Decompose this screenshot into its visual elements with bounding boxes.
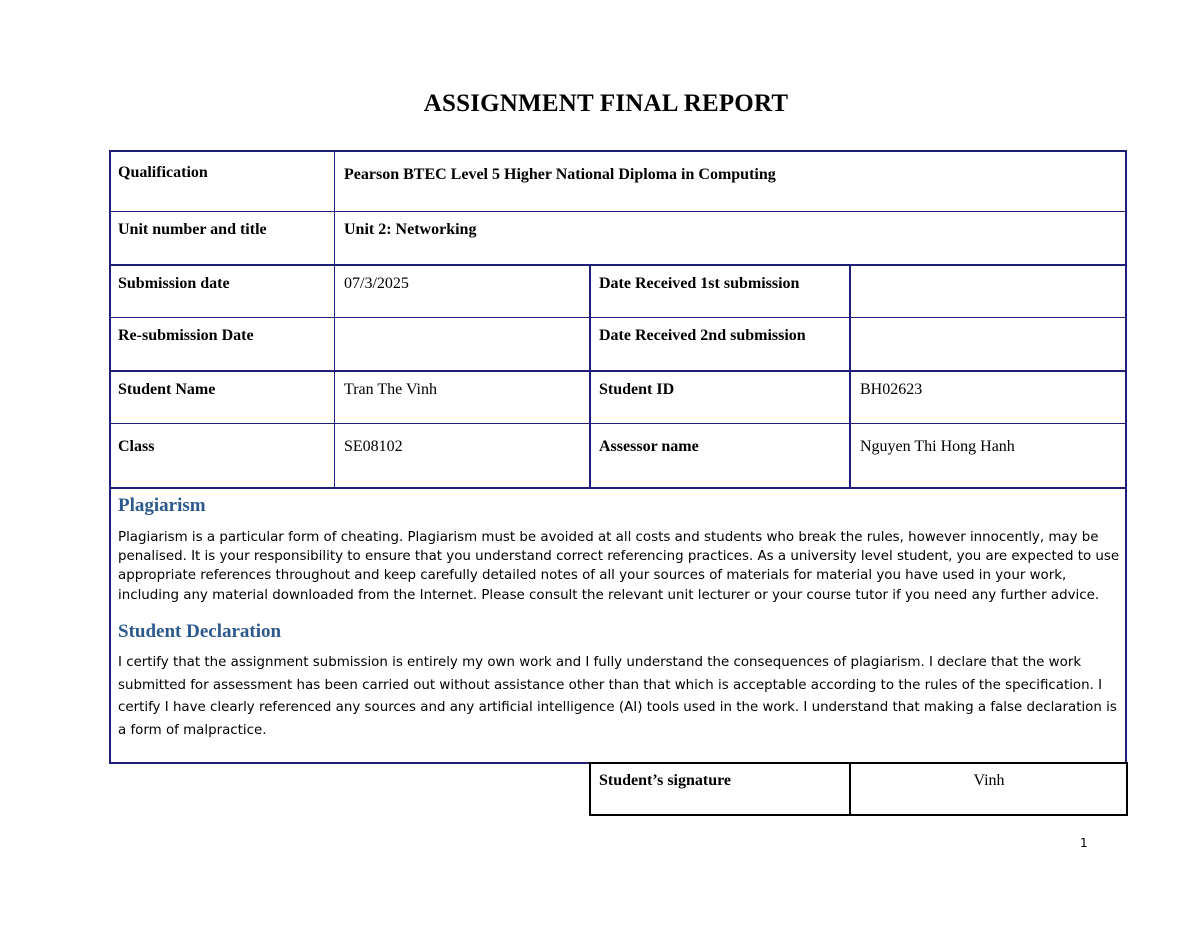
- submission-date-value: 07/3/2025: [344, 275, 409, 292]
- row-divider: [109, 370, 1127, 372]
- row-divider: [109, 317, 1127, 318]
- row-divider: [109, 487, 1127, 489]
- page-number: 1: [1080, 836, 1088, 850]
- class-value: SE08102: [344, 438, 403, 455]
- student-name-label: Student Name: [118, 381, 216, 398]
- declaration-line: a form of malpractice.: [118, 722, 267, 738]
- plagiarism-line: Plagiarism is a particular form of cheating. Plagiarism must be avoided at all costs and students who break the rules, however innocently, may be: [118, 530, 1099, 545]
- row-divider: [109, 423, 1127, 424]
- unit-label: Unit number and title: [118, 221, 267, 238]
- declaration-line: certify I have clearly referenced any sources and any artificial intelligence (AI) tools used in the work. I understand that making a false declaration is: [118, 700, 1117, 715]
- student-id-label: Student ID: [599, 381, 675, 398]
- student-name-value: Tran The Vinh: [344, 381, 437, 398]
- signature-label: Student’s signature: [599, 772, 732, 789]
- plagiarism-heading: Plagiarism: [118, 495, 206, 516]
- row-divider: [109, 264, 1127, 266]
- column-divider: [334, 150, 335, 488]
- assessor-value: Nguyen Thi Hong Hanh: [860, 438, 1015, 455]
- unit-value: Unit 2: Networking: [344, 221, 477, 238]
- signature-value: Vinh: [973, 772, 1005, 789]
- column-divider: [589, 264, 591, 488]
- declaration-text: [118, 652, 1118, 742]
- student-id-value: BH02623: [860, 381, 923, 398]
- assessor-label: Assessor name: [599, 438, 699, 455]
- plagiarism-line: including any material downloaded from the Internet. Please consult the relevant unit lecturer or your course tutor if you need any further advice.: [118, 587, 1100, 603]
- class-label: Class: [118, 438, 155, 455]
- submission-date-label: Submission date: [118, 275, 230, 292]
- plagiarism-text: [118, 528, 1118, 605]
- received-2nd-label: Date Received 2nd submission: [599, 327, 806, 344]
- declaration-line: submitted for assessment has been carried out without assistance other than that which is acceptable according to the rules of the specification. I: [118, 677, 1103, 693]
- column-divider: [849, 264, 851, 488]
- qualification-label: Qualification: [118, 164, 208, 181]
- qualification-value: Pearson BTEC Level 5 Higher National Diploma in Computing: [344, 166, 776, 183]
- declaration-heading: Student Declaration: [118, 621, 282, 642]
- declaration-line: I certify that the assignment submission is entirely my own work and I fully understand the consequences of plagiarism. I declare that the work: [118, 655, 1082, 670]
- row-divider: [109, 211, 1127, 212]
- received-1st-label: Date Received 1st submission: [599, 275, 800, 292]
- resubmission-label: Re-submission Date: [118, 327, 254, 344]
- page-title: ASSIGNMENT FINAL REPORT: [423, 90, 789, 117]
- plagiarism-line: penalised. It is your responsibility to ensure that you understand correct referencing practices. As a university level student, you are expected to use: [118, 549, 1120, 565]
- plagiarism-line: appropriate references throughout and keep carefully detailed notes of all your sources of materials for material you have used in your work,: [118, 568, 1067, 584]
